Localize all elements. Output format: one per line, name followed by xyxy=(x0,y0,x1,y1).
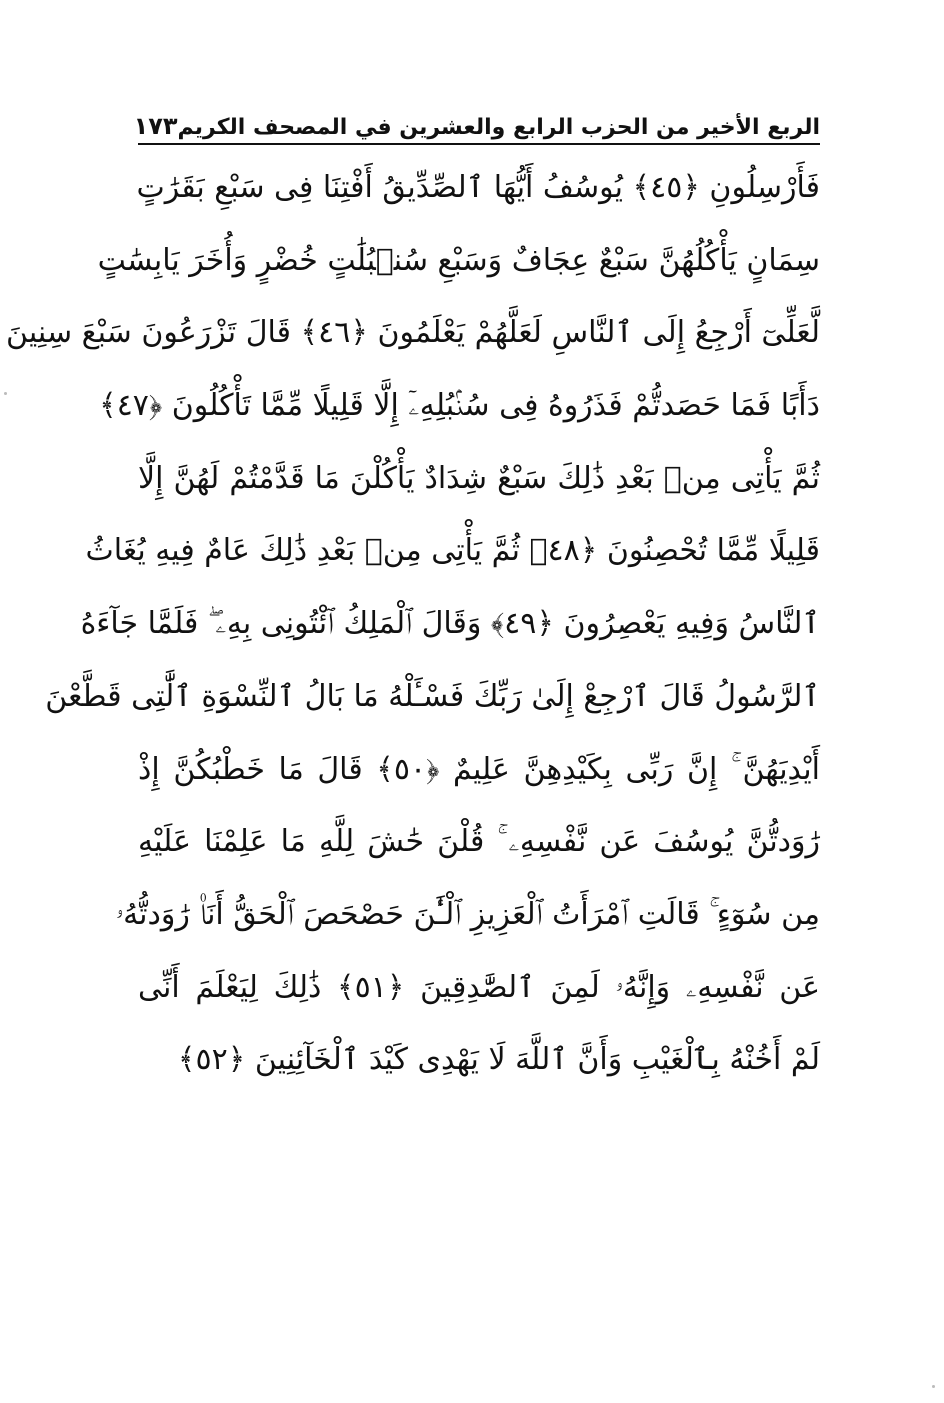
verse-line: قَلِيلًا مِّمَّا تُحْصِنُونَ ﴿٤٨﴾ ثُمَّ يَأْتِى مِنۢ بَعْدِ ذَٰلِكَ عَامٌ فِيهِ يُغَاثُ xyxy=(85,533,820,569)
verse-line: فَأَرْسِلُونِ ﴿٤٥﴾ يُوسُفُ أَيُّهَا ٱلصِّدِّيقُ أَفْتِنَا فِى سَبْعِ بَقَرَٰتٍ xyxy=(136,170,820,205)
scan-speck xyxy=(4,392,7,395)
verse-line: عَن نَّفْسِهِۦ وَإِنَّهُۥ لَمِنَ ٱلصَّٰدِقِينَ ﴿٥١﴾ ذَٰلِكَ لِيَعْلَمَ أَنِّى xyxy=(138,969,820,1005)
verse-line: رَٰوَدتُّنَّ يُوسُفَ عَن نَّفْسِهِۦ ۚ قُلْنَ حَٰشَ لِلَّهِ مَا عَلِمْنَا عَلَيْهِ xyxy=(138,824,820,860)
verse-line: دَأَبًا فَمَا حَصَدتُّمْ فَذَرُوهُ فِى سُنۢبُلِهِۦٓ إِلَّا قَلِيلًا مِّمَّا تَأْكُلُونَ ﴿٤٧﴾ xyxy=(99,388,820,424)
header-title: الربع الأخير من الحزب الرابع والعشرين في المصحف الكريم xyxy=(177,115,820,140)
verse-line: ثُمَّ يَأْتِى مِنۢ بَعْدِ ذَٰلِكَ سَبْعٌ شِدَادٌ يَأْكُلْنَ مَا قَدَّمْتُمْ لَهُنَّ إِلَّا xyxy=(138,460,820,496)
verse-line: لَمْ أَخُنْهُ بِٱلْغَيْبِ وَأَنَّ ٱللَّهَ لَا يَهْدِى كَيْدَ ٱلْخَآئِنِينَ ﴿٥٢﴾ xyxy=(177,1042,820,1078)
page-number: ١٧٣ xyxy=(133,112,178,140)
header-divider xyxy=(138,143,820,145)
scan-speck xyxy=(932,1385,935,1388)
verse-text-block xyxy=(6,152,820,1097)
verse-line: سِمَانٍ يَأْكُلُهُنَّ سَبْعٌ عِجَافٌ وَسَبْعِ سُنۢبُلَٰتٍ خُضْرٍ وَأُخَرَ يَابِسَٰتٍ xyxy=(97,242,820,278)
verse-line: ٱلنَّاسُ وَفِيهِ يَعْصِرُونَ ﴿٤٩﴾ وَقَالَ ٱلْمَلِكُ ٱئْتُونِى بِهِۦ ۖ فَلَمَّا جَآءَهُ xyxy=(80,606,820,642)
page-header xyxy=(133,100,820,140)
verse-line: لَّعَلِّىٓ أَرْجِعُ إِلَى ٱلنَّاسِ لَعَلَّهُمْ يَعْلَمُونَ ﴿٤٦﴾ قَالَ تَزْرَعُونَ سَبْعَ سِنِينَ xyxy=(6,315,820,351)
verse-line: مِن سُوٓءٍ ۚ قَالَتِ ٱمْرَأَتُ ٱلْعَزِيزِ ٱلْـَٰٔنَ حَصْحَصَ ٱلْحَقُّ أَنَا۠ رَٰوَدتُّهُۥ xyxy=(115,896,820,932)
verse-line: ٱلرَّسُولُ قَالَ ٱرْجِعْ إِلَىٰ رَبِّكَ فَسْـَٔلْهُ مَا بَالُ ٱلنِّسْوَةِ ٱلَّٰتِى قَطَّعْنَ xyxy=(45,678,820,714)
verse-line: أَيْدِيَهُنَّ ۚ إِنَّ رَبِّى بِكَيْدِهِنَّ عَلِيمٌ ﴿٥٠﴾ قَالَ مَا خَطْبُكُنَّ إِذْ xyxy=(138,751,820,787)
